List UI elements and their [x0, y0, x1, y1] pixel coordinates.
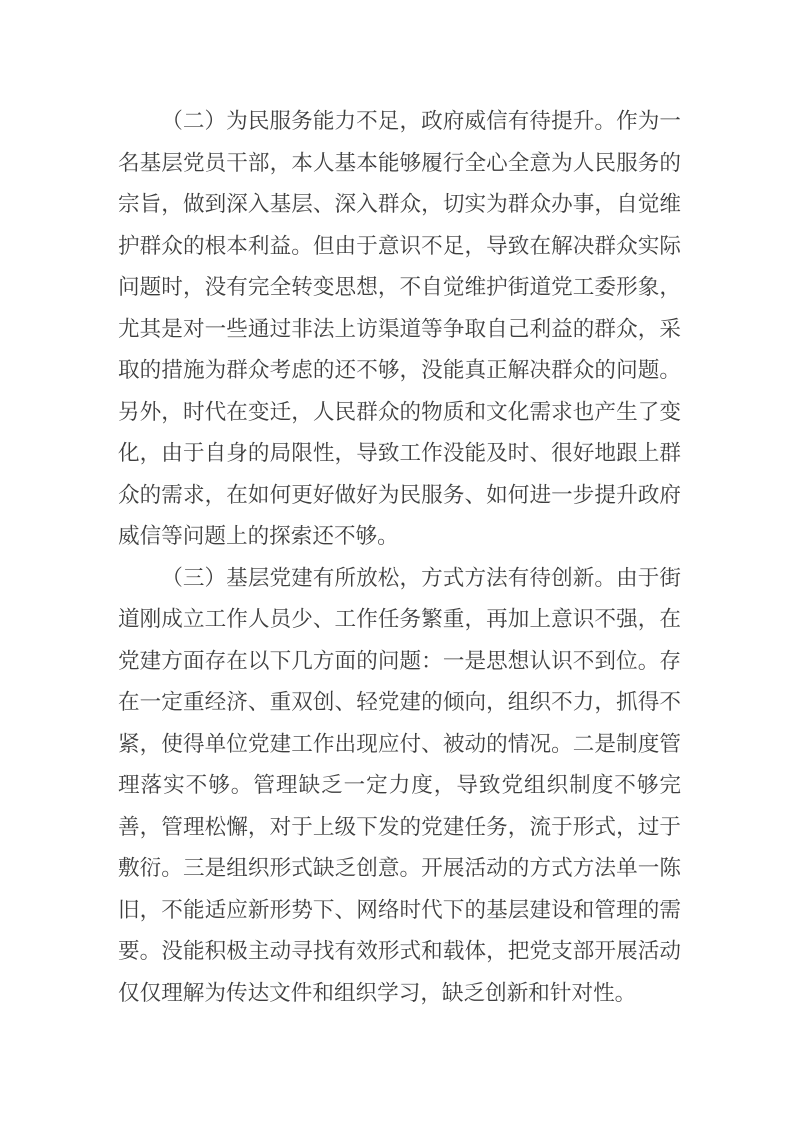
paragraph-section-3: （三）基层党建有所放松，方式方法有待创新。由于街道刚成立工作人员少、工作任务繁重，再加上意识不强，在党建方面存在以下几方面的问题：一是思想认识不到位。存在一定重经济、重双创、轻党建的倾向，组织不力，抓得不紧，使得单位党建工作出现应付、被动的情况。二是制度管理落实不够。管理缺乏一定力度，导致党组织制度不够完善，管理松懈，对于上级下发的党建任务，流于形式，过于敷衍。三是组织形式缺乏创意。开展活动的方式方法单一陈旧，不能适应新形势下、网络时代下的基层建设和管理的需要。没能积极主动寻找有效形式和载体，把党支部开展活动仅仅理解为传达文件和组织学习，缺乏创新和针对性。 — [118, 565, 681, 1005]
document-body — [118, 101, 681, 1014]
paragraph-section-2: （二）为民服务能力不足，政府威信有待提升。作为一名基层党员干部，本人基本能够履行全心全意为人民服务的宗旨，做到深入基层、深入群众，切实为群众办事，自觉维护群众的根本利益。但由于意识不足，导致在解决群众实际问题时，没有完全转变思想，不自觉维护街道党工委形象，尤其是对一些通过非法上访渠道等争取自己利益的群众，采取的措施为群众考虑的还不够，没能真正解决群众的问题。另外，时代在变迁，人民群众的物质和文化需求也产生了变化，由于自身的局限性，导致工作没能及时、很好地跟上群众的需求，在如何更好做好为民服务、如何进一步提升政府威信等问题上的探索还不够。 — [118, 109, 681, 548]
